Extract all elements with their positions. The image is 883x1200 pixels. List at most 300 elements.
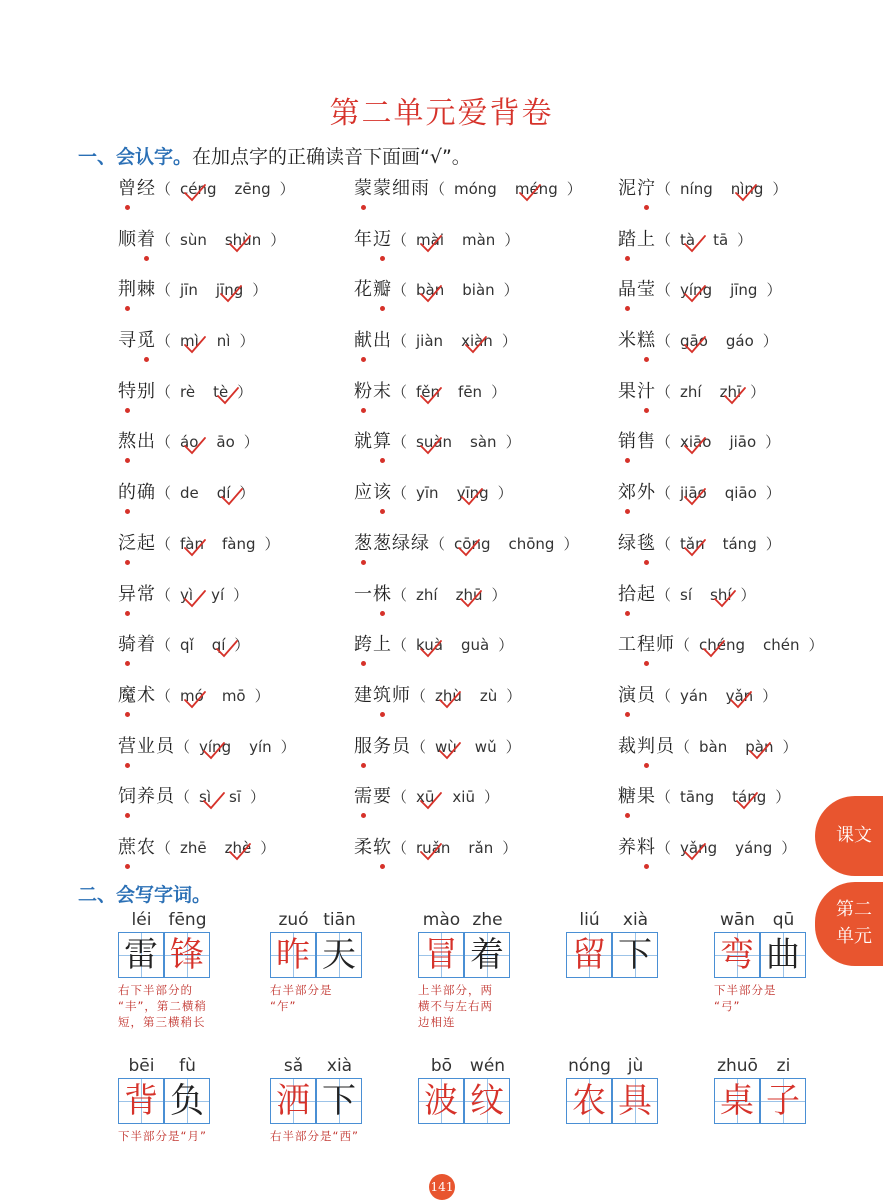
dotted-char: 糕 bbox=[637, 324, 656, 358]
pinyin-option[interactable]: fěn bbox=[416, 375, 440, 409]
word-text bbox=[118, 178, 156, 199]
check-mark-icon bbox=[229, 235, 251, 253]
pinyin-option[interactable]: wù bbox=[435, 730, 457, 764]
pinyin-option[interactable]: cōng bbox=[454, 527, 490, 561]
open-paren: （ bbox=[656, 585, 672, 604]
pinyin-option[interactable]: yǎng bbox=[680, 831, 717, 865]
pinyin-label: xià bbox=[622, 910, 649, 930]
pinyin-option[interactable]: yíng bbox=[680, 273, 712, 307]
dotted-char: 献 bbox=[354, 324, 373, 358]
open-paren: （ bbox=[392, 230, 408, 249]
word-text bbox=[618, 685, 656, 706]
close-paren: ） bbox=[504, 230, 520, 249]
pinyin-option[interactable]: sī bbox=[229, 788, 241, 807]
word-char: 员 bbox=[656, 735, 675, 757]
dotted-char: 郊 bbox=[618, 476, 637, 510]
word-text bbox=[618, 178, 656, 199]
pinyin-option[interactable]: rǎn bbox=[468, 838, 494, 857]
word-char: 应 bbox=[354, 482, 373, 504]
open-paren: （ bbox=[656, 838, 672, 857]
word-text bbox=[118, 634, 156, 655]
pinyin-option[interactable]: chén bbox=[763, 636, 800, 655]
word-char: 米 bbox=[618, 330, 637, 352]
word-text bbox=[618, 431, 656, 452]
open-paren: （ bbox=[392, 281, 408, 300]
pinyin-option[interactable]: zhí bbox=[416, 585, 438, 604]
pinyin-option[interactable]: xiū bbox=[452, 788, 475, 807]
pinyin-option[interactable]: nì bbox=[216, 332, 231, 351]
pinyin-option[interactable]: fàn bbox=[180, 527, 204, 561]
dotted-char: 营 bbox=[118, 730, 137, 764]
open-paren: （ bbox=[675, 636, 691, 655]
dotted-char: 觅 bbox=[137, 324, 156, 358]
word-char: 泥 bbox=[618, 178, 637, 199]
pinyin-option[interactable]: ruǎn bbox=[416, 831, 450, 865]
word-char: 寻 bbox=[118, 330, 137, 352]
word-item bbox=[618, 375, 765, 409]
writing-tip: 右半部分是 “乍” bbox=[270, 983, 333, 1013]
tab-lesson-label: 课文 bbox=[836, 825, 872, 846]
word-char: 末 bbox=[373, 380, 392, 402]
word-text bbox=[618, 736, 675, 757]
pinyin-label: wén bbox=[469, 1056, 506, 1076]
pinyin-option[interactable]: yíng bbox=[199, 730, 231, 764]
dotted-char: 熬 bbox=[118, 425, 137, 459]
word-text bbox=[118, 229, 156, 250]
pinyin-option[interactable]: shùn bbox=[225, 223, 261, 257]
open-paren: （ bbox=[156, 686, 172, 705]
word-item bbox=[618, 628, 824, 662]
word-item bbox=[618, 172, 787, 206]
check-mark-icon bbox=[217, 387, 239, 405]
character-box: 曲 bbox=[760, 932, 806, 978]
pinyin-option[interactable]: gāo bbox=[680, 324, 708, 358]
check-mark-icon bbox=[730, 691, 752, 709]
word-item bbox=[618, 730, 798, 764]
pinyin-option[interactable]: jiàn bbox=[416, 332, 444, 351]
word-text bbox=[618, 279, 656, 300]
check-mark-icon bbox=[420, 235, 442, 253]
word-char: 柔 bbox=[354, 836, 373, 858]
dotted-char: 着 bbox=[137, 223, 156, 257]
pinyin-option[interactable]: màn bbox=[462, 230, 496, 249]
open-paren: （ bbox=[156, 484, 172, 503]
open-paren: （ bbox=[430, 534, 446, 553]
pinyin-option[interactable]: tà bbox=[680, 223, 695, 257]
check-mark-icon bbox=[184, 691, 206, 709]
open-paren: （ bbox=[156, 230, 172, 249]
word-char: 养 bbox=[618, 836, 637, 858]
pinyin-option[interactable]: jīng bbox=[730, 281, 758, 300]
pinyin-option[interactable]: wǔ bbox=[474, 737, 497, 756]
pinyin-option[interactable]: táng bbox=[732, 780, 766, 814]
character-box: 雷 bbox=[118, 932, 164, 978]
close-paren: ） bbox=[234, 636, 250, 655]
character-box: 昨 bbox=[270, 932, 316, 978]
dotted-char: 晶 bbox=[618, 273, 637, 307]
word-text bbox=[354, 279, 392, 300]
open-paren: （ bbox=[656, 382, 672, 401]
pinyin-option[interactable]: bàn bbox=[416, 273, 444, 307]
open-paren: （ bbox=[392, 636, 408, 655]
dotted-char: 跨 bbox=[354, 628, 373, 662]
character-box: 弯 bbox=[714, 932, 760, 978]
pinyin-label: zhuō bbox=[717, 1056, 758, 1076]
character-box: 农 bbox=[566, 1078, 612, 1124]
character-box: 桌 bbox=[714, 1078, 760, 1124]
word-char: 经 bbox=[137, 178, 156, 199]
grid-row bbox=[118, 679, 838, 730]
pinyin-option[interactable]: céng bbox=[180, 172, 217, 206]
pinyin-option[interactable]: qí bbox=[212, 628, 226, 662]
check-mark-icon bbox=[420, 437, 442, 455]
word-text bbox=[118, 584, 156, 605]
dotted-char: 筑 bbox=[373, 679, 392, 713]
character-box: 洒 bbox=[270, 1078, 316, 1124]
word-text bbox=[118, 837, 156, 858]
word-item bbox=[618, 476, 781, 510]
open-paren: （ bbox=[656, 534, 672, 553]
tab-unit-two-line2: 单元 bbox=[836, 926, 872, 947]
check-mark-icon bbox=[221, 488, 243, 506]
check-mark-icon bbox=[203, 742, 225, 760]
close-paren: ） bbox=[765, 534, 781, 553]
word-char: 养员 bbox=[137, 786, 175, 808]
grid-row bbox=[118, 476, 838, 527]
dotted-char: 判 bbox=[637, 730, 656, 764]
pinyin-option[interactable]: jiāo bbox=[680, 476, 707, 510]
pinyin-option[interactable]: guà bbox=[460, 636, 490, 655]
word-char: 确 bbox=[137, 482, 156, 504]
word-char: 员 bbox=[637, 684, 656, 706]
close-paren: ） bbox=[740, 585, 756, 604]
pinyin-option[interactable]: sùn bbox=[180, 230, 207, 249]
open-paren: （ bbox=[156, 180, 172, 198]
dotted-char: 踏 bbox=[618, 223, 637, 257]
pinyin-option[interactable]: jiāo bbox=[729, 433, 757, 452]
dotted-char: 服 bbox=[354, 730, 373, 764]
pinyin-option[interactable]: qiāo bbox=[724, 484, 757, 503]
word-text bbox=[354, 431, 392, 452]
pinyin-option[interactable]: tā bbox=[713, 230, 729, 249]
pinyin-option[interactable]: yǎn bbox=[726, 679, 754, 713]
open-paren: （ bbox=[392, 382, 408, 401]
pinyin-option[interactable]: zhē bbox=[180, 838, 207, 857]
pinyin-label: liú bbox=[579, 910, 600, 930]
pinyin-option[interactable]: méng bbox=[515, 172, 558, 206]
word-item bbox=[618, 679, 777, 713]
pinyin-option[interactable]: mó bbox=[180, 679, 204, 713]
word-item bbox=[618, 831, 796, 865]
page-number: 141 bbox=[429, 1174, 455, 1200]
grid-row bbox=[118, 223, 838, 274]
pinyin-option[interactable]: sí bbox=[680, 585, 692, 604]
word-item bbox=[354, 628, 513, 662]
word-item bbox=[118, 324, 255, 358]
word-char: 上 bbox=[373, 634, 392, 656]
check-mark-icon bbox=[420, 387, 442, 405]
dotted-char: 蔗 bbox=[118, 831, 137, 865]
writing-tip: 右半部分是“西” bbox=[270, 1129, 359, 1143]
word-item bbox=[118, 628, 249, 662]
open-paren: （ bbox=[156, 382, 172, 401]
pinyin-label: zhe bbox=[472, 910, 503, 930]
word-char: 上 bbox=[637, 228, 656, 250]
word-text bbox=[354, 381, 392, 402]
close-paren: ） bbox=[503, 281, 519, 300]
writing-tip: 上半部分，两 横不与左右两 边相连 bbox=[418, 983, 493, 1029]
word-item bbox=[118, 730, 296, 764]
grid-row bbox=[118, 831, 838, 882]
pinyin-option[interactable]: dí bbox=[217, 476, 231, 510]
word-char: 务员 bbox=[373, 735, 411, 757]
check-mark-icon bbox=[420, 792, 442, 810]
word-char: 农 bbox=[137, 836, 156, 858]
grid-row bbox=[118, 172, 838, 223]
check-mark-icon bbox=[460, 590, 482, 608]
dotted-char: 销 bbox=[618, 425, 637, 459]
word-text bbox=[618, 584, 656, 605]
pinyin-option[interactable]: kuà bbox=[416, 628, 443, 662]
check-mark-icon bbox=[184, 184, 206, 202]
pinyin-option[interactable]: suàn bbox=[416, 425, 452, 459]
pinyin-option[interactable]: zhū bbox=[456, 578, 483, 612]
check-mark-icon bbox=[684, 235, 706, 253]
word-char: 术 bbox=[137, 684, 156, 706]
character-box: 子 bbox=[760, 1078, 806, 1124]
close-paren: ） bbox=[505, 737, 521, 756]
check-mark-icon bbox=[684, 488, 706, 506]
pinyin-option[interactable]: āo bbox=[216, 433, 235, 452]
word-char: 售 bbox=[637, 431, 656, 453]
pinyin-option[interactable]: biàn bbox=[462, 281, 495, 300]
writing-tip: 下半部分是“月” bbox=[118, 1129, 207, 1143]
word-text bbox=[118, 381, 156, 402]
pinyin-option[interactable]: áo bbox=[180, 425, 198, 459]
section-1-heading bbox=[78, 142, 471, 169]
word-item bbox=[354, 831, 517, 865]
pinyin-label: jù bbox=[627, 1056, 644, 1076]
word-char: 一 bbox=[354, 583, 373, 605]
word-item bbox=[354, 730, 521, 764]
open-paren: （ bbox=[656, 230, 672, 249]
word-text bbox=[618, 482, 656, 503]
open-paren: （ bbox=[156, 332, 172, 351]
check-mark-icon bbox=[714, 590, 736, 608]
check-mark-icon bbox=[184, 437, 206, 455]
check-mark-icon bbox=[184, 590, 206, 608]
word-text bbox=[618, 533, 656, 554]
tab-unit-two[interactable] bbox=[815, 882, 883, 966]
open-paren: （ bbox=[656, 686, 672, 705]
word-text bbox=[354, 533, 430, 554]
dotted-char: 株 bbox=[373, 578, 392, 612]
word-item bbox=[354, 375, 506, 409]
pinyin-option[interactable]: fàng bbox=[222, 534, 256, 553]
word-text bbox=[618, 229, 656, 250]
dotted-char: 异 bbox=[118, 578, 137, 612]
character-box: 下 bbox=[316, 1078, 362, 1124]
word-char: 起 bbox=[637, 583, 656, 605]
pinyin-label: bō bbox=[430, 1056, 453, 1076]
pinyin-option[interactable]: mài bbox=[416, 223, 444, 257]
pinyin-option[interactable]: zù bbox=[479, 686, 498, 705]
close-paren: ） bbox=[254, 686, 270, 705]
pinyin-option[interactable]: zhè bbox=[225, 831, 252, 865]
check-mark-icon bbox=[519, 184, 541, 202]
word-item bbox=[618, 425, 780, 459]
pinyin-option[interactable]: rè bbox=[180, 382, 196, 401]
word-item bbox=[118, 223, 285, 257]
word-char: 师 bbox=[656, 634, 675, 656]
pinyin-option[interactable]: yí bbox=[211, 585, 225, 604]
word-text bbox=[354, 685, 411, 706]
word-text bbox=[354, 736, 411, 757]
pinyin-option[interactable]: fēn bbox=[458, 382, 483, 401]
pinyin-option[interactable]: zhí bbox=[680, 382, 702, 401]
pinyin-option[interactable]: pàn bbox=[745, 730, 773, 764]
word-char: 果 bbox=[637, 786, 656, 808]
pinyin-option[interactable]: de bbox=[180, 484, 199, 503]
word-text bbox=[118, 279, 156, 300]
pinyin-option[interactable]: yīn bbox=[416, 484, 439, 503]
pinyin-option[interactable]: qǐ bbox=[180, 636, 194, 655]
close-paren: ） bbox=[483, 788, 499, 807]
word-text bbox=[118, 685, 156, 706]
pinyin-option[interactable]: sàn bbox=[470, 433, 497, 452]
pinyin-option[interactable]: chéng bbox=[699, 628, 745, 662]
open-paren: （ bbox=[656, 332, 672, 351]
check-mark-icon bbox=[736, 792, 758, 810]
pinyin-option[interactable]: chōng bbox=[508, 534, 555, 553]
pinyin-option[interactable]: táng bbox=[722, 534, 757, 553]
dotted-char: 迈 bbox=[373, 223, 392, 257]
pinyin-option[interactable]: móng bbox=[454, 180, 497, 198]
close-paren: ） bbox=[772, 180, 788, 198]
close-paren: ） bbox=[237, 382, 253, 401]
open-paren: （ bbox=[156, 281, 172, 300]
pinyin-label: sǎ bbox=[283, 1056, 304, 1076]
pinyin-label: léi bbox=[131, 910, 152, 930]
word-char: 蒙细雨 bbox=[373, 178, 430, 199]
grid-row bbox=[118, 375, 838, 426]
close-paren: ） bbox=[239, 332, 255, 351]
open-paren: （ bbox=[156, 636, 172, 655]
dotted-char: 魔 bbox=[118, 679, 137, 713]
page-title: 第二单元爱背卷 bbox=[329, 96, 554, 131]
word-text bbox=[618, 330, 656, 351]
grid-row bbox=[118, 578, 838, 629]
pinyin-option[interactable]: zhī bbox=[720, 375, 742, 409]
word-text bbox=[354, 229, 392, 250]
close-paren: ） bbox=[737, 230, 753, 249]
pinyin-option[interactable]: yáng bbox=[735, 838, 773, 857]
word-char: 业员 bbox=[137, 735, 175, 757]
pinyin-option[interactable]: mì bbox=[180, 324, 199, 358]
pinyin-option[interactable]: tāng bbox=[680, 788, 715, 807]
pinyin-option[interactable]: tè bbox=[213, 375, 228, 409]
pinyin-option[interactable]: yán bbox=[680, 686, 708, 705]
open-paren: （ bbox=[675, 737, 691, 756]
word-text bbox=[118, 482, 156, 503]
dotted-char: 曾 bbox=[118, 172, 137, 206]
word-char: 起 bbox=[137, 532, 156, 554]
pinyin-option[interactable]: jīn bbox=[180, 281, 198, 300]
check-mark-icon bbox=[461, 488, 483, 506]
word-text bbox=[618, 837, 656, 858]
section-2-heading bbox=[78, 880, 211, 907]
pinyin-option[interactable]: yīng bbox=[457, 476, 489, 510]
dotted-char: 软 bbox=[373, 831, 392, 865]
word-text bbox=[354, 178, 430, 199]
close-paren: ） bbox=[750, 382, 766, 401]
word-item bbox=[118, 831, 275, 865]
close-paren: ） bbox=[501, 332, 517, 351]
dotted-char: 葱 bbox=[354, 527, 373, 561]
word-char: 葱绿绿 bbox=[373, 532, 430, 554]
word-item bbox=[354, 425, 521, 459]
pinyin-label: wān bbox=[719, 910, 756, 930]
pinyin-option[interactable]: níng bbox=[680, 180, 713, 198]
word-item bbox=[118, 780, 265, 814]
character-box: 纹 bbox=[464, 1078, 510, 1124]
dotted-char: 泞 bbox=[637, 172, 656, 206]
dotted-char: 拾 bbox=[618, 578, 637, 612]
pinyin-option[interactable]: xū bbox=[416, 780, 434, 814]
pinyin-label: tiān bbox=[323, 910, 356, 930]
pinyin-option[interactable]: nìng bbox=[731, 172, 764, 206]
word-text bbox=[118, 786, 175, 807]
pinyin-option[interactable]: sì bbox=[199, 780, 211, 814]
pinyin-option[interactable]: zhù bbox=[435, 679, 462, 713]
character-box: 留 bbox=[566, 932, 612, 978]
pinyin-option[interactable]: yì bbox=[180, 578, 193, 612]
word-text bbox=[118, 431, 156, 452]
dotted-char: 糖 bbox=[618, 780, 637, 814]
pinyin-option[interactable]: tǎn bbox=[680, 527, 705, 561]
pinyin-option[interactable]: yín bbox=[249, 737, 272, 756]
pinyin-option[interactable]: gáo bbox=[725, 332, 754, 351]
writing-tip: 下半部分是 “弓” bbox=[714, 983, 777, 1013]
pinyin-option[interactable]: xiàn bbox=[461, 324, 493, 358]
open-paren: （ bbox=[392, 484, 408, 503]
check-mark-icon bbox=[749, 742, 771, 760]
pinyin-option[interactable]: xiāo bbox=[680, 425, 711, 459]
word-char: 别 bbox=[137, 380, 156, 402]
dotted-char: 的 bbox=[118, 476, 137, 510]
open-paren: （ bbox=[156, 585, 172, 604]
word-item bbox=[618, 527, 781, 561]
word-char: 棘 bbox=[137, 279, 156, 301]
character-box: 冒 bbox=[418, 932, 464, 978]
close-paren: ） bbox=[502, 838, 518, 857]
pinyin-option[interactable]: bàn bbox=[699, 737, 728, 756]
check-mark-icon bbox=[439, 742, 461, 760]
grid-row bbox=[118, 273, 838, 324]
dotted-char: 泛 bbox=[118, 527, 137, 561]
dotted-char: 算 bbox=[373, 425, 392, 459]
pinyin-option[interactable]: zēng bbox=[234, 180, 271, 198]
check-mark-icon bbox=[724, 387, 746, 405]
pinyin-option[interactable]: shí bbox=[710, 578, 732, 612]
dotted-char: 程 bbox=[637, 628, 656, 662]
close-paren: ） bbox=[782, 737, 798, 756]
dotted-char: 粉 bbox=[354, 375, 373, 409]
pinyin-option[interactable]: mō bbox=[221, 686, 246, 705]
pinyin-option[interactable]: jīng bbox=[216, 273, 243, 307]
check-mark-icon bbox=[420, 285, 442, 303]
word-char: 建 bbox=[354, 684, 373, 706]
